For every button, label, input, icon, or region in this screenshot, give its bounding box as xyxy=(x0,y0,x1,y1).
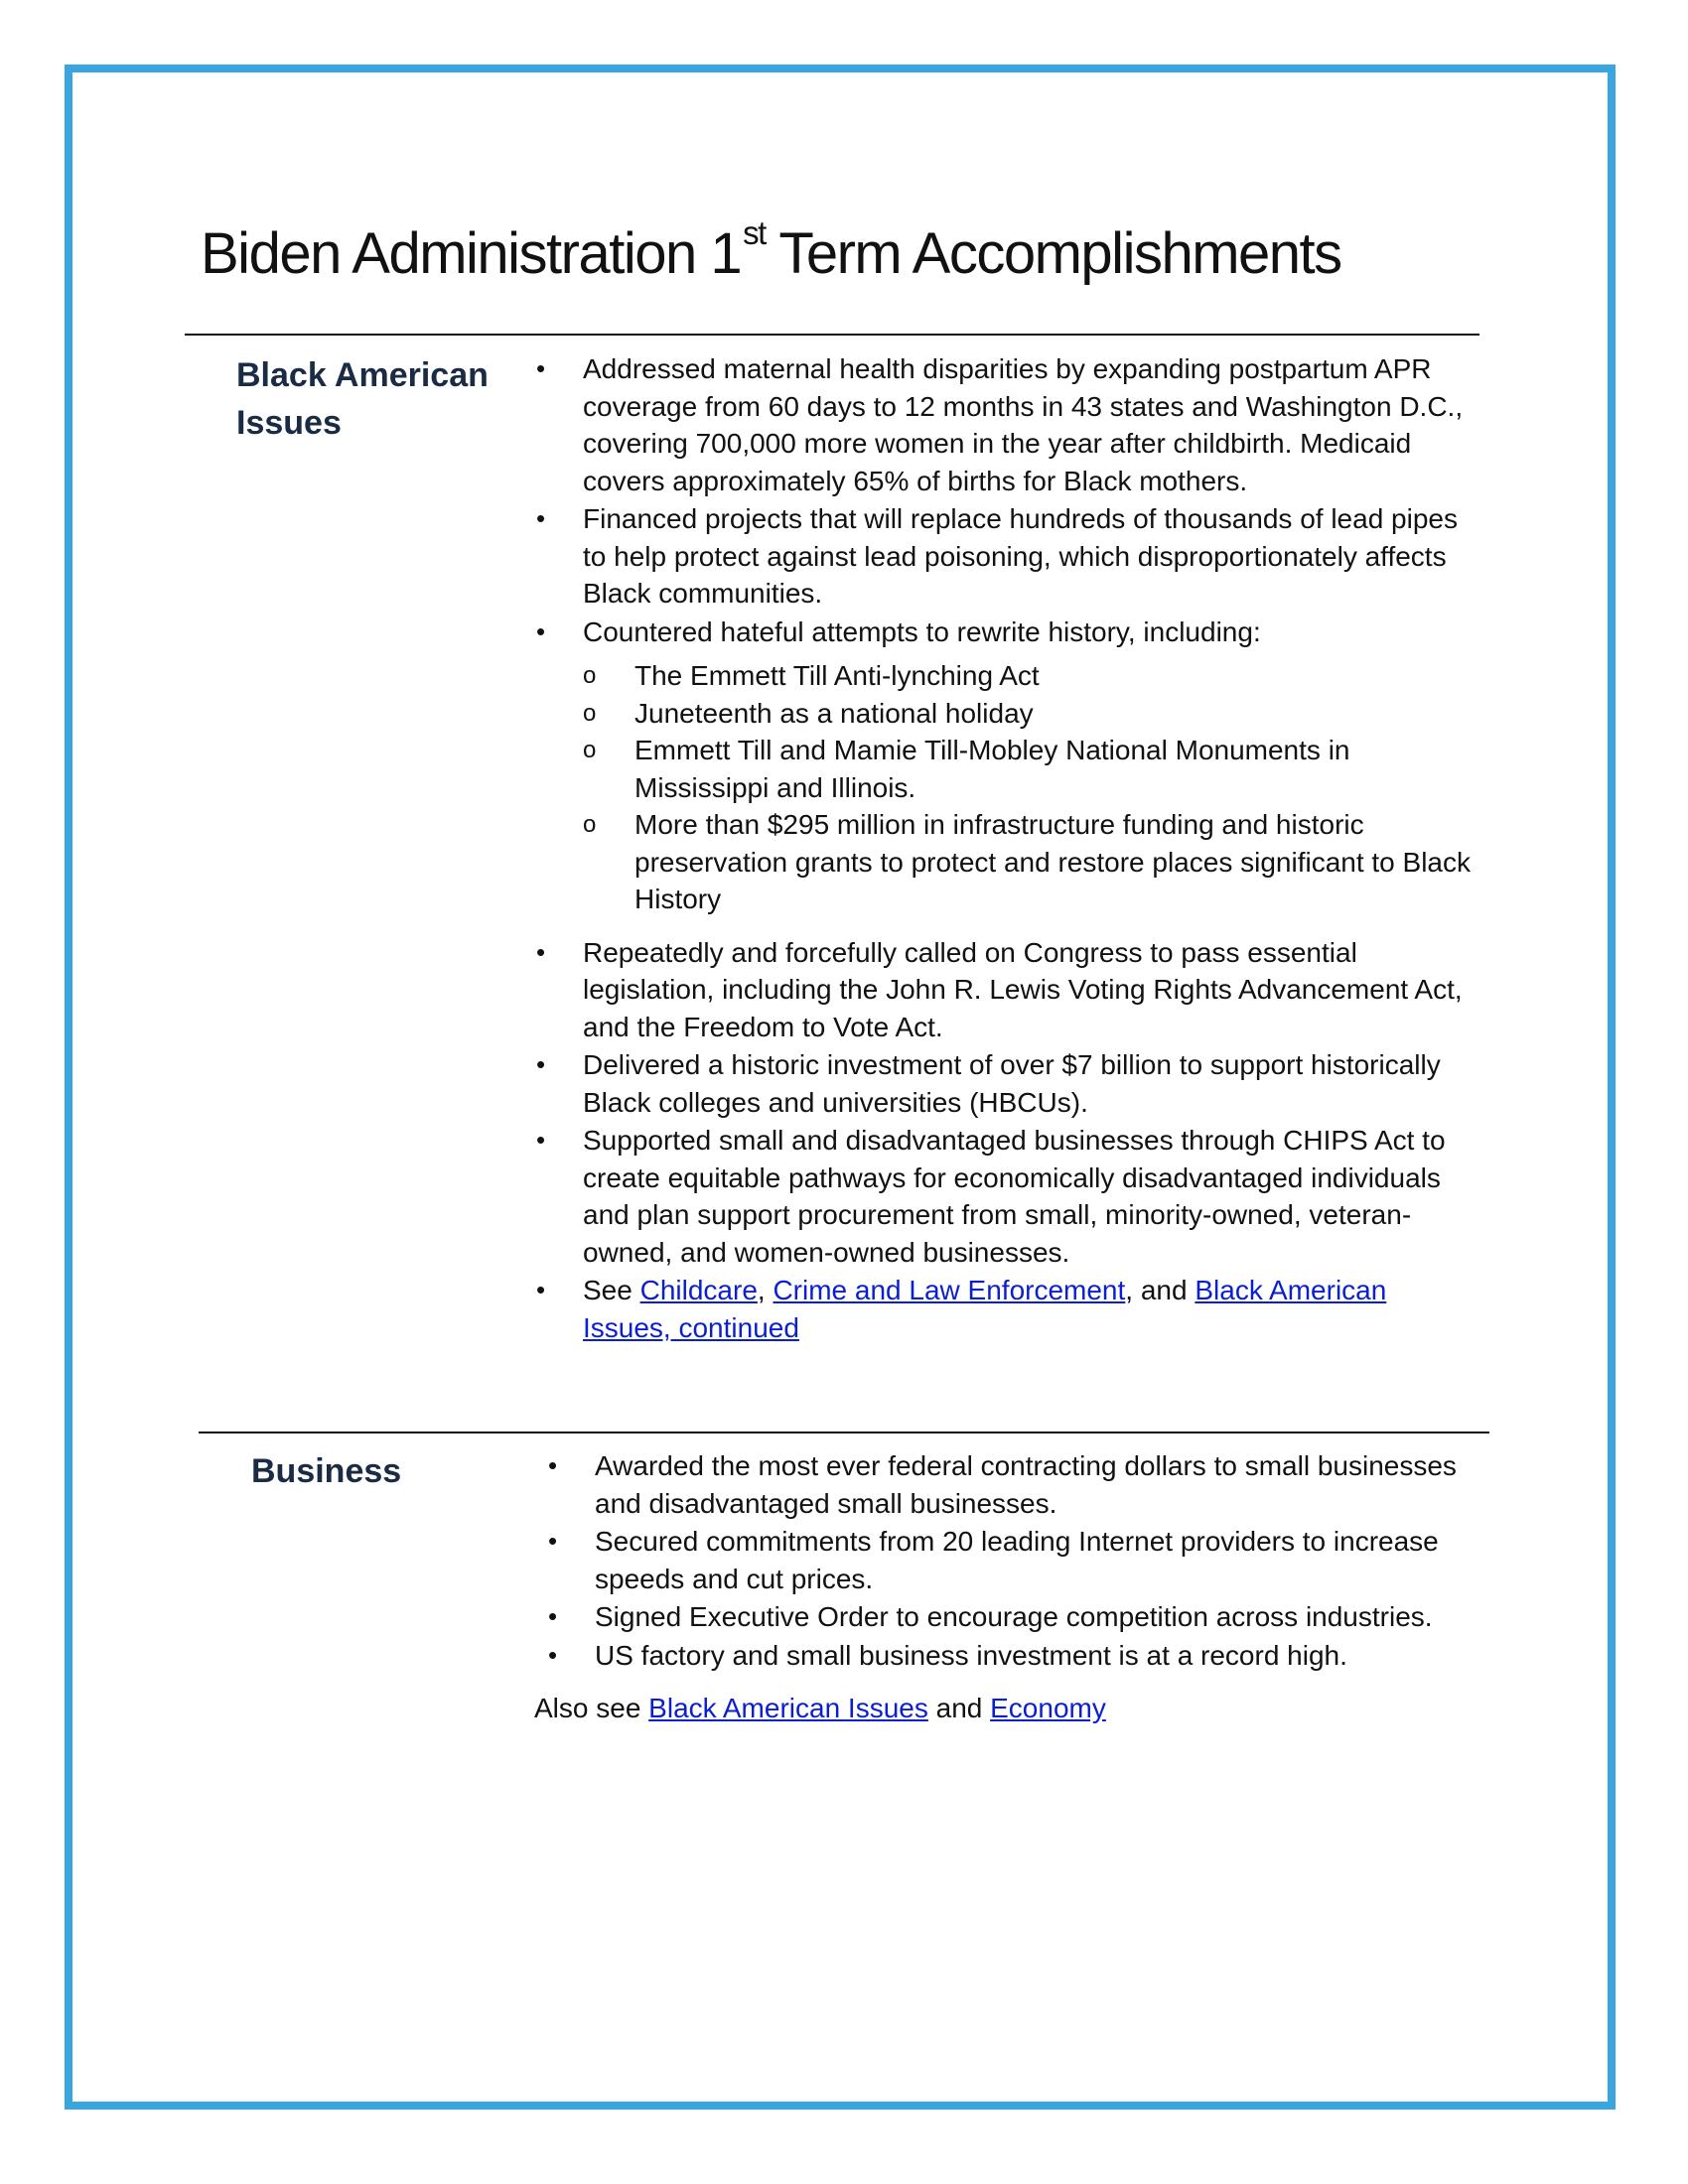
circle-bullet-icon: o xyxy=(583,737,597,763)
sublist-item xyxy=(583,732,1479,806)
list-item xyxy=(536,614,1479,918)
bullet-icon: • xyxy=(536,353,546,383)
list-item xyxy=(536,1122,1479,1271)
list-item-text: Supported small and disadvantaged businesses through CHIPS Act to create equitable pathways for economically disadvantaged individuals and plan support procurement from small, minority-owned, veteran-owned, and women-owned businesses. xyxy=(583,1125,1446,1268)
sublist-item-text: Emmett Till and Mamie Till-Mobley National Monuments in Mississippi and Illinois. xyxy=(634,735,1350,803)
black-american-issues-link[interactable]: Black American Issues xyxy=(648,1693,928,1723)
bullet-icon: • xyxy=(548,1526,558,1556)
sublist-item-text: The Emmett Till Anti-lynching Act xyxy=(634,660,1040,691)
bullet-icon: • xyxy=(536,503,546,533)
section-divider xyxy=(199,1432,1489,1433)
list-item xyxy=(548,1523,1481,1597)
sublist-item xyxy=(583,657,1479,695)
circle-bullet-icon: o xyxy=(583,811,597,838)
section-heading-business: Business xyxy=(251,1452,402,1490)
bullet-icon: • xyxy=(548,1639,558,1670)
page-title xyxy=(201,214,1341,287)
list-item-text: Secured commitments from 20 leading Internet providers to increase speeds and cut prices. xyxy=(595,1526,1439,1594)
list-item xyxy=(548,1637,1481,1675)
see-separator: , and xyxy=(1125,1275,1196,1305)
section-heading-black-american-issues: Black American Issues xyxy=(236,356,489,442)
circle-bullet-icon: o xyxy=(583,699,597,727)
bullet-icon: • xyxy=(548,1450,558,1480)
title-suffix: Term Accomplishments xyxy=(765,221,1341,286)
list-item-text: Countered hateful attempts to rewrite history, including: xyxy=(583,615,1261,647)
also-see-prefix: Also see xyxy=(534,1693,649,1723)
list-item xyxy=(536,350,1479,499)
bullet-icon: • xyxy=(536,1049,546,1079)
list-item xyxy=(536,934,1479,1046)
black-american-issues-continued-link[interactable]: Black American Issues, continued xyxy=(583,1275,1387,1343)
title-superscript: st xyxy=(743,214,766,251)
bullet-icon: • xyxy=(536,615,546,646)
title-prefix: Biden Administration 1 xyxy=(201,221,742,286)
list-item-text: Awarded the most ever federal contracting dollars to small businesses and disadvantaged small businesses. xyxy=(595,1450,1457,1519)
list-item xyxy=(548,1598,1481,1636)
list-item xyxy=(536,1046,1479,1121)
black-american-issues-list xyxy=(536,350,1479,1347)
business-list xyxy=(548,1447,1481,1675)
list-item-text: Financed projects that will replace hundreds of thousands of lead pipes to help protect against lead poisoning, which disproportionately affects Black communities. xyxy=(583,503,1458,609)
economy-link[interactable]: Economy xyxy=(990,1693,1106,1723)
history-sublist xyxy=(583,657,1479,918)
business-also-see xyxy=(534,1690,1106,1727)
childcare-link[interactable]: Childcare xyxy=(639,1275,758,1305)
sublist-item xyxy=(583,695,1479,733)
bullet-icon: • xyxy=(536,1125,546,1155)
also-see-joiner: and xyxy=(927,1693,991,1723)
see-also-item xyxy=(536,1272,1479,1346)
bullet-icon: • xyxy=(536,936,546,967)
sublist-item-text: More than $295 million in infrastructure funding and historic preservation grants to protect and restore places significant to Black History xyxy=(634,809,1471,914)
list-item-text: Repeatedly and forcefully called on Congress to pass essential legislation, including the John R. Lewis Voting Rights Advancement Act, and the Freedom to Vote Act. xyxy=(583,936,1463,1042)
see-separator: , xyxy=(757,1275,774,1305)
list-item-text: Signed Executive Order to encourage competition across industries. xyxy=(595,1601,1433,1632)
see-prefix: See xyxy=(583,1275,640,1305)
section-divider xyxy=(185,334,1479,336)
list-item-text: Addressed maternal health disparities by expanding postpartum APR coverage from 60 days to 12 months in 43 states and Washington D.C., covering 700,000 more women in the year after childbirth. Medicaid covers approximately 65% of births for Black mothers. xyxy=(583,353,1464,496)
list-item-text: US factory and small business investment is at a record high. xyxy=(595,1639,1347,1671)
sublist-item-text: Juneteenth as a national holiday xyxy=(634,697,1034,729)
list-item-text: Delivered a historic investment of over $7 billion to support historically Black colleges and universities (HBCUs). xyxy=(583,1049,1441,1118)
list-item xyxy=(548,1447,1481,1522)
list-item xyxy=(536,500,1479,613)
crime-and-law-enforcement-link[interactable]: Crime and Law Enforcement xyxy=(773,1275,1126,1305)
sublist-item xyxy=(583,806,1479,918)
bullet-icon: • xyxy=(536,1275,546,1304)
bullet-icon: • xyxy=(548,1601,558,1631)
circle-bullet-icon: o xyxy=(583,662,597,689)
